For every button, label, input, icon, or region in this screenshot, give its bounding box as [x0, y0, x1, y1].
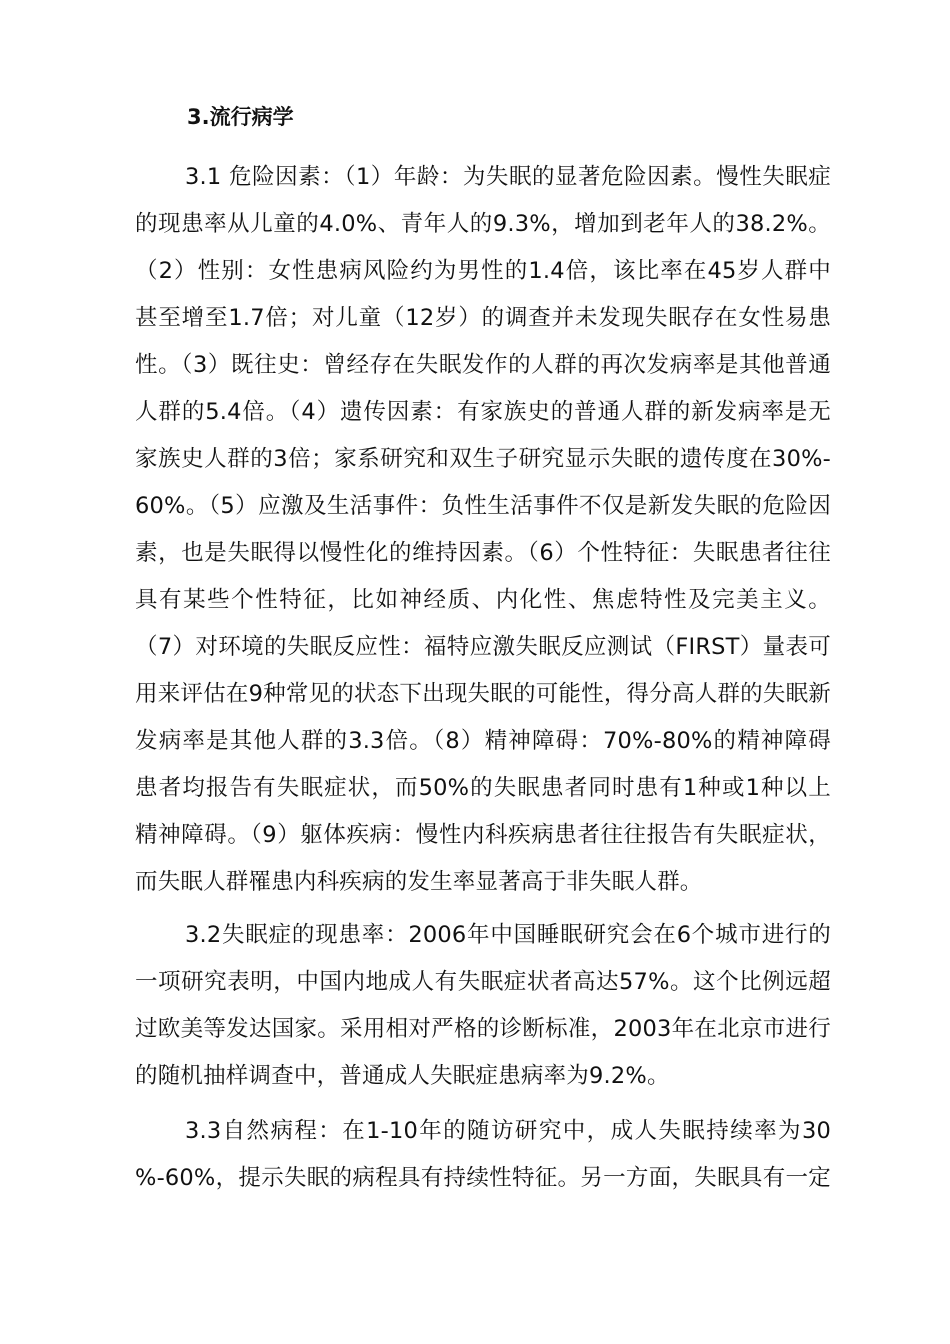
paragraph-prevalence	[135, 912, 831, 1100]
text-line: 性。（3）既往史：曾经存在失眠发作的人群的再次发病率是其他普通	[135, 352, 831, 378]
text-line: 具有某些个性特征，比如神经质、内化性、焦虑特性及完美主义。	[135, 587, 831, 613]
text-line: （7）对环境的失眠反应性：福特应激失眠反应测试（FIRST）量表可	[135, 634, 831, 660]
text-line: 一项研究表明，中国内地成人有失眠症状者高达57%。这个比例远超	[135, 969, 831, 995]
text-line: 3.2失眠症的现患率：2006年中国睡眠研究会在6个城市进行的	[185, 922, 831, 948]
text-line: 60%。（5）应激及生活事件：负性生活事件不仅是新发失眠的危险因	[135, 493, 831, 519]
text-line: 用来评估在9种常见的状态下出现失眠的可能性，得分高人群的失眠新	[135, 681, 831, 707]
text-line: 的现患率从儿童的4.0%、青年人的9.3%，增加到老年人的38.2%。	[135, 211, 831, 237]
text-line: 3.1 危险因素：（1）年龄：为失眠的显著危险因素。慢性失眠症	[185, 164, 831, 190]
text-line: 的随机抽样调查中，普通成人失眠症患病率为9.2%。	[135, 1063, 670, 1089]
text-line: 家族史人群的3倍；家系研究和双生子研究显示失眠的遗传度在30%-	[135, 446, 831, 472]
text-line: （2）性别：女性患病风险约为男性的1.4倍，该比率在45岁人群中	[135, 258, 831, 284]
paragraph-natural-course	[135, 1108, 831, 1202]
text-line: %-60%，提示失眠的病程具有持续性特征。另一方面，失眠具有一定	[135, 1165, 831, 1191]
text-line: 甚至增至1.7倍；对儿童（12岁）的调查并未发现失眠存在女性易患	[135, 305, 831, 331]
text-line: 素，也是失眠得以慢性化的维持因素。（6）个性特征：失眠患者往往	[135, 540, 831, 566]
text-line: 3.3自然病程：在1-10年的随访研究中，成人失眠持续率为30	[185, 1118, 831, 1144]
text-line: 而失眠人群罹患内科疾病的发生率显著高于非失眠人群。	[135, 869, 703, 895]
text-line: 过欧美等发达国家。采用相对严格的诊断标准，2003年在北京市进行	[135, 1016, 831, 1042]
section-heading: 3.流行病学	[187, 105, 294, 129]
paragraph-risk-factors	[135, 154, 831, 906]
text-line: 患者均报告有失眠症状，而50%的失眠患者同时患有1种或1种以上	[135, 775, 831, 801]
text-line: 发病率是其他人群的3.3倍。（8）精神障碍：70%-80%的精神障碍	[135, 728, 831, 754]
text-line: 精神障碍。（9）躯体疾病：慢性内科疾病患者往往报告有失眠症状，	[135, 822, 831, 848]
text-line: 人群的5.4倍。（4）遗传因素：有家族史的普通人群的新发病率是无	[135, 399, 831, 425]
